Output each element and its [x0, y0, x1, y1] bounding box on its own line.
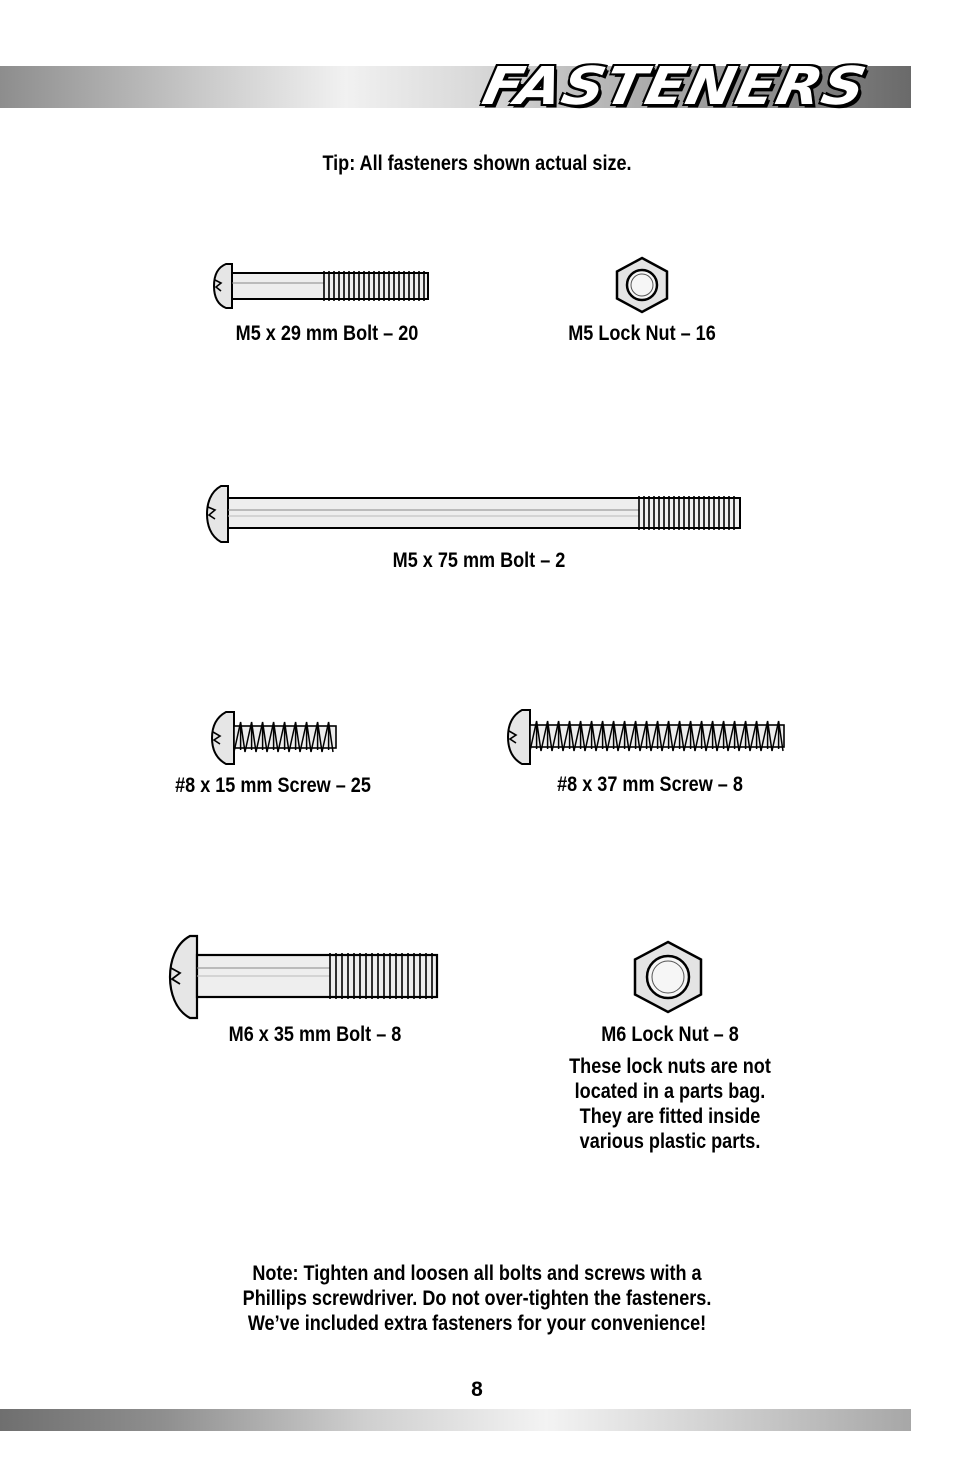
m6-35mm-bolt-illustration	[168, 934, 440, 1020]
page-number: 8	[471, 1378, 483, 1401]
m6-lock-nut-note-line: various plastic parts.	[579, 1130, 761, 1153]
m6-lock-nut-note	[550, 1054, 791, 1154]
m6-lock-nut-note-line: These lock nuts are not	[569, 1055, 771, 1078]
m6-lock-nut-note-line: They are fitted inside	[579, 1105, 761, 1128]
8-37mm-screw-illustration	[506, 708, 786, 766]
note-line: Phillips screwdriver. Do not over-tighten the fasteners.	[242, 1287, 712, 1310]
item-label-m6-lock-nut: M6 Lock Nut – 8	[601, 1023, 739, 1046]
m5-lock-nut-illustration	[614, 256, 670, 314]
note-line: We’ve included extra fasteners for your convenience!	[247, 1312, 707, 1335]
m6-lock-nut-note-line: located in a parts bag.	[574, 1080, 766, 1103]
page-title: FASTENERS	[477, 55, 873, 117]
m6-lock-nut-illustration	[632, 940, 704, 1014]
footer-bar	[0, 1409, 911, 1431]
item-label-m6-35mm-bolt: M6 x 35 mm Bolt – 8	[228, 1023, 402, 1046]
note-line: Note: Tighten and loosen all bolts and screws with a	[252, 1262, 702, 1285]
m5-75mm-bolt-illustration	[205, 484, 743, 544]
item-label-8-37mm-screw: #8 x 37 mm Screw – 8	[557, 773, 743, 796]
item-label-m5-75mm-bolt: M5 x 75 mm Bolt – 2	[392, 549, 566, 572]
item-label-8-15mm-screw: #8 x 15 mm Screw – 25	[175, 774, 371, 797]
item-label-m5-29mm-bolt: M5 x 29 mm Bolt – 20	[235, 322, 419, 345]
8-15mm-screw-illustration	[210, 710, 338, 766]
m5-29mm-bolt-illustration	[212, 262, 430, 310]
tightening-note	[67, 1261, 887, 1336]
tip-text: Tip: All fasteners shown actual size.	[322, 152, 632, 175]
item-label-m5-lock-nut: M5 Lock Nut – 16	[568, 322, 716, 345]
